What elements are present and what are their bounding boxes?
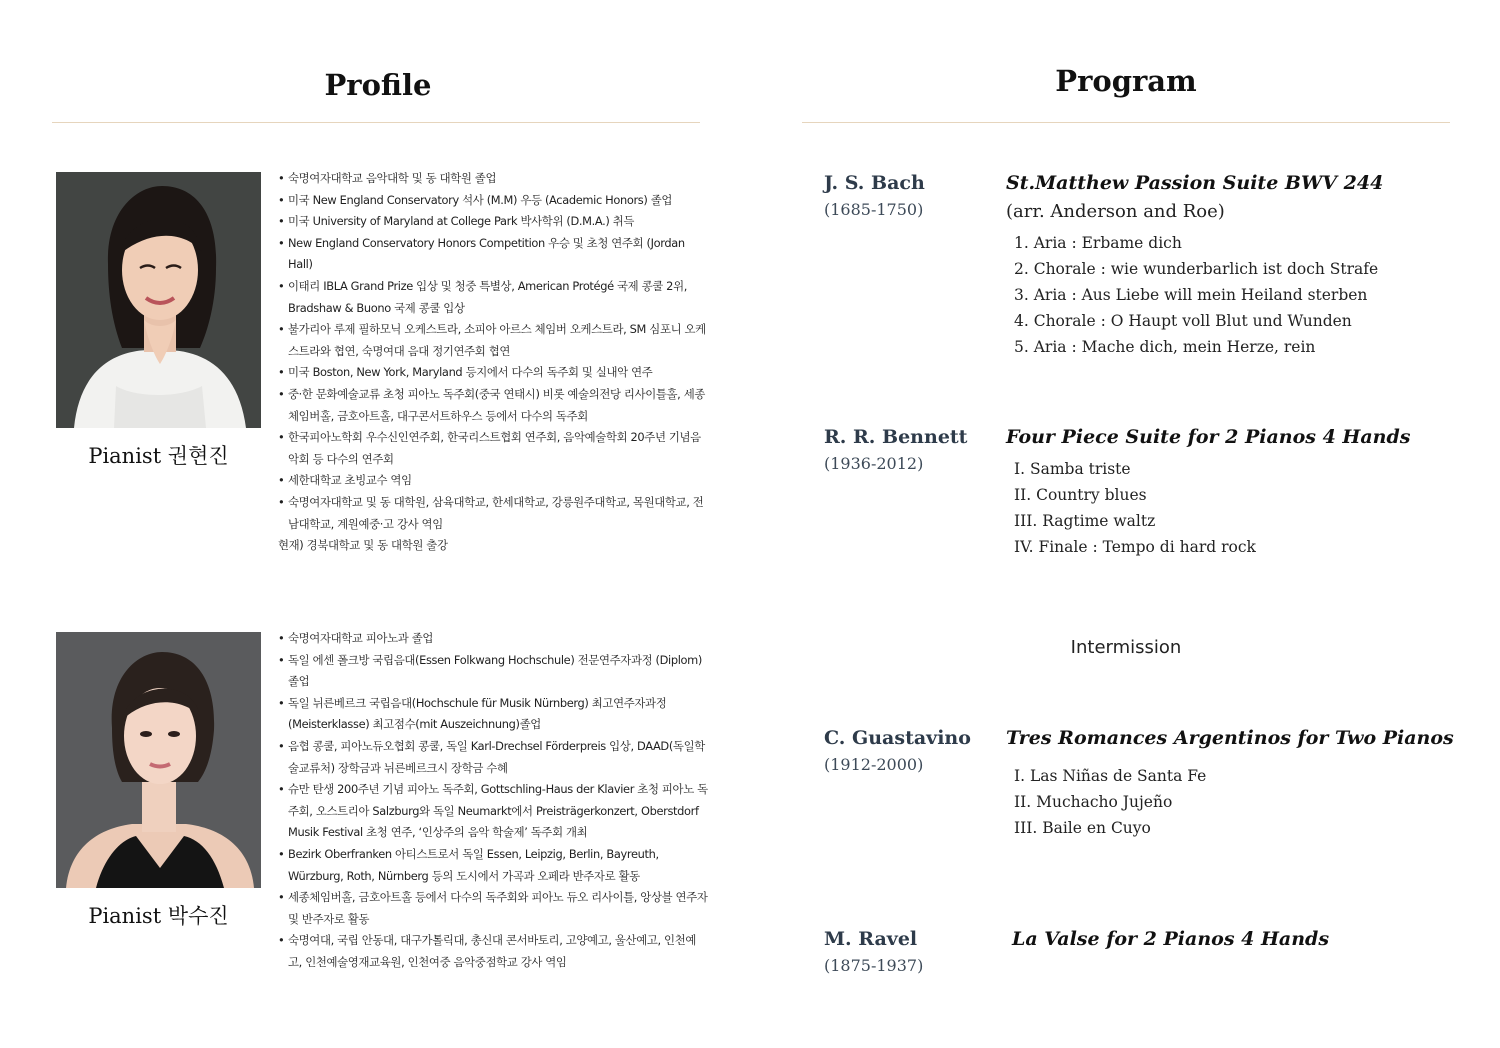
pianist-2-name: Pianist 박수진 bbox=[88, 904, 229, 928]
movement: 2. Chorale : wie wunderbarlich ist doch Strafe bbox=[1014, 260, 1379, 278]
movement: 4. Chorale : O Haupt voll Blut und Wunden bbox=[1014, 312, 1352, 330]
movement: III. Baile en Cuyo bbox=[1014, 819, 1151, 837]
bio-item: • 세한대학교 초빙교수 역임 bbox=[278, 470, 708, 492]
pianist-2-photo bbox=[56, 632, 261, 888]
movement-list bbox=[1014, 230, 1446, 360]
movement-list bbox=[1014, 763, 1446, 841]
bio-item: • 숙명여대, 국립 안동대, 대구가톨릭대, 총신대 콘서바토리, 고양예고, 울산예고, 인천예고, 인천예술영재교육원, 인천여중 음악중점학교 강사 역임 bbox=[278, 930, 708, 973]
work-bach bbox=[1006, 169, 1446, 360]
work-title: Tres Romances Argentinos for Two Pianos bbox=[1006, 727, 1454, 749]
profile-heading: Profile bbox=[324, 68, 432, 102]
movement: II. Muchacho Jujeño bbox=[1014, 793, 1173, 811]
bio-item: • 이태리 IBLA Grand Prize 입상 및 청중 특별상, American Protégé 국제 콩쿨 2위, Bradshaw & Buono 국제 콩쿨 입상 bbox=[278, 276, 708, 319]
composer-bach bbox=[824, 170, 999, 223]
work-title: St.Matthew Passion Suite BWV 244 bbox=[1006, 172, 1384, 194]
bio-item: • 미국 University of Maryland at College Park 박사학위 (D.M.A.) 취득 bbox=[278, 211, 708, 233]
bio-item: • Bezirk Oberfranken 아티스트로서 독일 Essen, Leipzig, Berlin, Bayreuth, Würzburg, Roth, Nürnberg 등의 도시에서 가곡과 오페라 반주자로 활동 bbox=[278, 844, 708, 887]
movement: I. Samba triste bbox=[1014, 460, 1131, 478]
pianist-1-name: Pianist 권현진 bbox=[88, 444, 229, 468]
bio-item: • 미국 Boston, New York, Maryland 등지에서 다수의 독주회 및 실내악 연주 bbox=[278, 362, 708, 384]
bio-item: • 숙명여자대학교 피아노과 졸업 bbox=[278, 628, 708, 650]
bio-item: • 한국피아노학회 우수신인연주회, 한국리스트협회 연주회, 음악예술학회 20주년 기념음악회 등 다수의 연주회 bbox=[278, 427, 708, 470]
work-ravel bbox=[1012, 925, 1452, 954]
pianist-1-photo bbox=[56, 172, 261, 428]
movement: I. Las Niñas de Santa Fe bbox=[1014, 767, 1207, 785]
program-divider bbox=[802, 122, 1450, 123]
movement: 1. Aria : Erbame dich bbox=[1014, 234, 1182, 252]
bio-item: • 음협 콩쿨, 피아노듀오협회 콩쿨, 독일 Karl-Drechsel Förderpreis 입상, DAAD(독일학술교류처) 장학금과 뉘른베르크시 장학금 수혜 bbox=[278, 736, 708, 779]
movement: II. Country blues bbox=[1014, 486, 1147, 504]
composer-name: J. S. Bach bbox=[824, 172, 925, 194]
composer-bennett bbox=[824, 424, 999, 477]
composer-name: M. Ravel bbox=[824, 928, 918, 950]
bio-item: • 독일 뉘른베르크 국립음대(Hochschule für Musik Nürnberg) 최고연주자과정 (Meisterklasse) 최고점수(mit Auszeichnung)졸업 bbox=[278, 693, 708, 736]
pianist-1-bio bbox=[278, 168, 708, 557]
work-subtitle: (arr. Anderson and Roe) bbox=[1006, 201, 1225, 222]
bio-item: • 숙명여자대학교 음악대학 및 동 대학원 졸업 bbox=[278, 168, 708, 190]
bio-current-position: 현재) 경북대학교 및 동 대학원 출강 bbox=[278, 538, 448, 553]
composer-name: R. R. Bennett bbox=[824, 426, 968, 448]
bio-item: • 슈만 탄생 200주년 기념 피아노 독주회, Gottschling-Haus der Klavier 초청 피아노 독주회, 오스트리아 Salzburg와 독일 Neumarkt에서 Preisträgerkonzert, Oberstdorf Musik Festival 초청 연주, ‘인상주의 음악 학술제’ 독주회 개최 bbox=[278, 779, 708, 844]
bio-item: • 불가리아 루제 필하모닉 오케스트라, 소피아 아르스 체임버 오케스트라, SM 심포니 오케스트라와 협연, 숙명여대 음대 정기연주회 협연 bbox=[278, 319, 708, 362]
bio-item: • 중·한 문화예술교류 초청 피아노 독주회(중국 연태시) 비롯 예술의전당 리사이틀홀, 세종체임버홀, 금호아트홀, 대구콘서트하우스 등에서 다수의 독주회 bbox=[278, 384, 708, 427]
composer-years: (1912-2000) bbox=[824, 755, 924, 774]
bio-item: • 미국 New England Conservatory 석사 (M.M) 우등 (Academic Honors) 졸업 bbox=[278, 190, 708, 212]
composer-years: (1936-2012) bbox=[824, 454, 924, 473]
bio-item: • New England Conservatory Honors Competition 우승 및 초청 연주회 (Jordan Hall) bbox=[278, 233, 708, 276]
movement: III. Ragtime waltz bbox=[1014, 512, 1156, 530]
movement-list bbox=[1014, 456, 1446, 560]
intermission-label: Intermission bbox=[1070, 637, 1182, 658]
work-bennett bbox=[1006, 423, 1446, 560]
pianist-2-bio bbox=[278, 628, 708, 974]
composer-years: (1875-1937) bbox=[824, 956, 924, 975]
bio-item: • 독일 에센 폴크방 국립음대(Essen Folkwang Hochschule) 전문연주자과정 (Diplom)졸업 bbox=[278, 650, 708, 693]
bio-item: • 숙명여자대학교 및 동 대학원, 삼육대학교, 한세대학교, 강릉원주대학교, 목원대학교, 전남대학교, 계원예중·고 강사 역임 bbox=[278, 492, 708, 535]
composer-guastavino bbox=[824, 725, 999, 778]
program-heading: Program bbox=[1055, 64, 1197, 98]
work-title: La Valse for 2 Pianos 4 Hands bbox=[1012, 928, 1330, 950]
composer-years: (1685-1750) bbox=[824, 200, 924, 219]
movement: IV. Finale : Tempo di hard rock bbox=[1014, 538, 1256, 556]
composer-name: C. Guastavino bbox=[824, 727, 971, 749]
profile-divider bbox=[52, 122, 700, 123]
composer-ravel bbox=[824, 926, 999, 979]
work-guastavino bbox=[1006, 724, 1454, 841]
movement: 3. Aria : Aus Liebe will mein Heiland sterben bbox=[1014, 286, 1368, 304]
work-title: Four Piece Suite for 2 Pianos 4 Hands bbox=[1006, 426, 1411, 448]
bio-item: • 세종체임버홀, 금호아트홀 등에서 다수의 독주회와 피아노 듀오 리사이틀, 앙상블 연주자 및 반주자로 활동 bbox=[278, 887, 708, 930]
movement: 5. Aria : Mache dich, mein Herze, rein bbox=[1014, 338, 1316, 356]
